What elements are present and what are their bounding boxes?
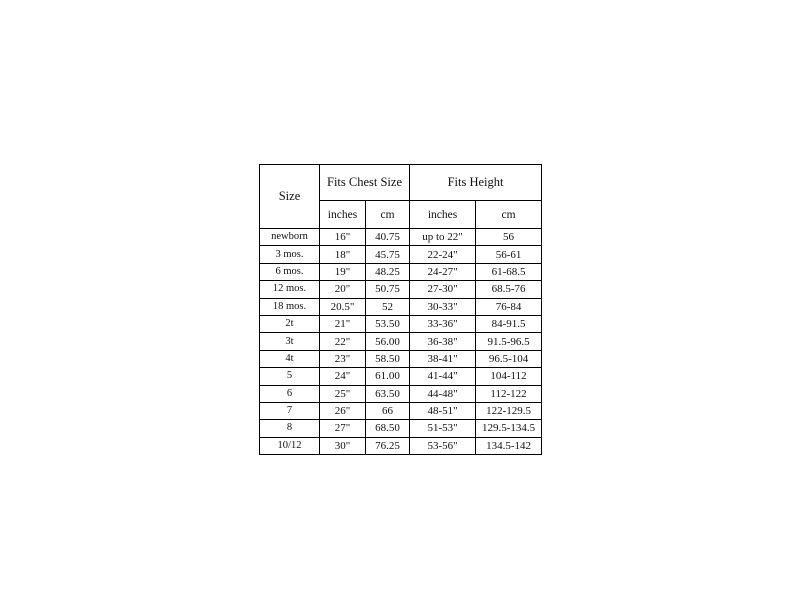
table-row — [260, 246, 542, 263]
cell-chest-cm: 48.25 — [366, 263, 410, 280]
cell-size: 4t — [260, 350, 320, 367]
cell-size: 5 — [260, 368, 320, 385]
size-chart-table — [259, 164, 542, 455]
cell-chest-inches: 23" — [320, 350, 366, 367]
cell-chest-inches: 20.5" — [320, 298, 366, 315]
table-row — [260, 315, 542, 332]
cell-chest-inches: 16" — [320, 229, 366, 246]
cell-height-inches: 30-33" — [410, 298, 476, 315]
cell-chest-inches: 27" — [320, 420, 366, 437]
cell-chest-inches: 18" — [320, 246, 366, 263]
cell-chest-cm: 76.25 — [366, 437, 410, 454]
cell-size: 6 — [260, 385, 320, 402]
table-row — [260, 281, 542, 298]
cell-chest-inches: 24" — [320, 368, 366, 385]
cell-chest-inches: 25" — [320, 385, 366, 402]
column-header-chest-cm: cm — [366, 201, 410, 229]
cell-height-cm: 76-84 — [476, 298, 542, 315]
table-head — [260, 165, 542, 229]
cell-height-inches: 48-51" — [410, 402, 476, 419]
cell-height-inches: 38-41" — [410, 350, 476, 367]
table-row — [260, 402, 542, 419]
cell-height-inches: 51-53" — [410, 420, 476, 437]
cell-chest-cm: 63.50 — [366, 385, 410, 402]
table-row — [260, 437, 542, 454]
cell-height-inches: 36-38" — [410, 333, 476, 350]
column-header-height-cm: cm — [476, 201, 542, 229]
table-row — [260, 368, 542, 385]
cell-size: 8 — [260, 420, 320, 437]
cell-size: newborn — [260, 229, 320, 246]
column-header-size: Size — [260, 165, 320, 229]
cell-height-cm: 56 — [476, 229, 542, 246]
table-row — [260, 229, 542, 246]
cell-size: 12 mos. — [260, 281, 320, 298]
cell-height-cm: 84-91.5 — [476, 315, 542, 332]
cell-height-cm: 68.5-76 — [476, 281, 542, 298]
cell-height-inches: 53-56" — [410, 437, 476, 454]
cell-size: 3 mos. — [260, 246, 320, 263]
table-row — [260, 350, 542, 367]
cell-height-inches: 33-36" — [410, 315, 476, 332]
size-chart-container — [259, 164, 541, 455]
table-header-group-row — [260, 165, 542, 201]
column-header-height-inches: inches — [410, 201, 476, 229]
cell-chest-cm: 68.50 — [366, 420, 410, 437]
cell-height-inches: 27-30" — [410, 281, 476, 298]
cell-size: 10/12 — [260, 437, 320, 454]
column-header-chest-inches: inches — [320, 201, 366, 229]
cell-chest-cm: 40.75 — [366, 229, 410, 246]
cell-chest-cm: 66 — [366, 402, 410, 419]
cell-chest-inches: 20" — [320, 281, 366, 298]
cell-height-cm: 122-129.5 — [476, 402, 542, 419]
column-header-fits-chest-size: Fits Chest Size — [320, 165, 410, 201]
table-row — [260, 420, 542, 437]
cell-height-inches: 44-48" — [410, 385, 476, 402]
cell-chest-inches: 22" — [320, 333, 366, 350]
cell-size: 7 — [260, 402, 320, 419]
cell-height-cm: 96.5-104 — [476, 350, 542, 367]
table-row — [260, 298, 542, 315]
cell-height-inches: 41-44" — [410, 368, 476, 385]
cell-chest-inches: 26" — [320, 402, 366, 419]
cell-size: 18 mos. — [260, 298, 320, 315]
table-row — [260, 385, 542, 402]
cell-size: 3t — [260, 333, 320, 350]
cell-chest-inches: 19" — [320, 263, 366, 280]
cell-height-cm: 134.5-142 — [476, 437, 542, 454]
column-header-fits-height: Fits Height — [410, 165, 542, 201]
cell-chest-cm: 52 — [366, 298, 410, 315]
cell-height-inches: 22-24" — [410, 246, 476, 263]
cell-size: 6 mos. — [260, 263, 320, 280]
cell-chest-cm: 61.00 — [366, 368, 410, 385]
cell-height-cm: 91.5-96.5 — [476, 333, 542, 350]
cell-chest-cm: 50.75 — [366, 281, 410, 298]
cell-chest-cm: 53.50 — [366, 315, 410, 332]
cell-height-cm: 104-112 — [476, 368, 542, 385]
table-body — [260, 229, 542, 455]
cell-height-cm: 56-61 — [476, 246, 542, 263]
cell-chest-cm: 56.00 — [366, 333, 410, 350]
cell-chest-cm: 58.50 — [366, 350, 410, 367]
cell-height-cm: 129.5-134.5 — [476, 420, 542, 437]
cell-chest-inches: 30" — [320, 437, 366, 454]
cell-height-cm: 61-68.5 — [476, 263, 542, 280]
cell-height-inches: 24-27" — [410, 263, 476, 280]
cell-size: 2t — [260, 315, 320, 332]
table-row — [260, 333, 542, 350]
table-row — [260, 263, 542, 280]
cell-chest-cm: 45.75 — [366, 246, 410, 263]
cell-height-cm: 112-122 — [476, 385, 542, 402]
cell-chest-inches: 21" — [320, 315, 366, 332]
cell-height-inches: up to 22" — [410, 229, 476, 246]
